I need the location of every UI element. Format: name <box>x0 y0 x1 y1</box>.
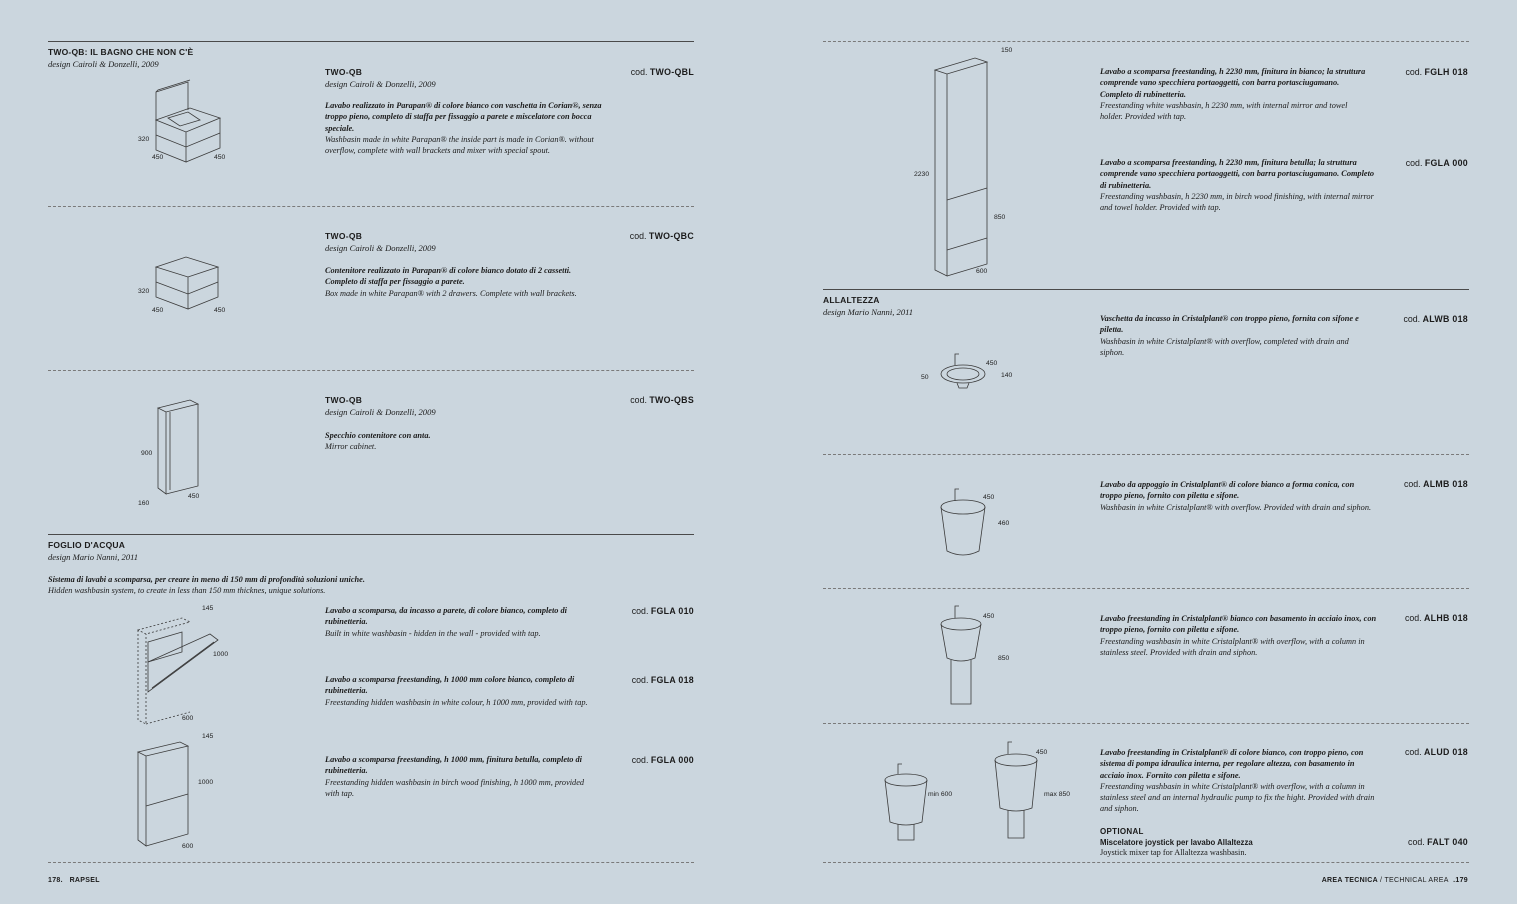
brand-name: RAPSEL <box>69 877 100 884</box>
product-code <box>1405 613 1468 623</box>
product-description <box>325 100 605 156</box>
optional-title: Miscelatore joystick per lavabo Allaltezza <box>1100 838 1253 847</box>
dim-label: 450 <box>983 494 995 501</box>
product-design: design Cairoli & Donzelli, 2009 <box>325 79 436 89</box>
product-description <box>1100 66 1370 122</box>
mirror-cabinet-drawing <box>150 398 210 503</box>
dim-label: max 850 <box>1044 791 1071 798</box>
divider <box>823 454 1469 455</box>
dim-label: 145 <box>202 733 214 740</box>
product-description <box>1100 747 1380 815</box>
desc-en: Freestanding washbasin, h 2230 mm, in birch wood finishing, with internal mirror and towel holder. Provided with tap. <box>1100 191 1374 213</box>
bottom-rule-right <box>823 862 1469 863</box>
product-code <box>632 606 694 616</box>
code-prefix: cod. <box>1404 747 1422 757</box>
dim-label: 320 <box>138 136 150 143</box>
product-code <box>1408 837 1468 847</box>
section-design-twoqb: design Cairoli & Donzelli, 2009 <box>48 59 159 69</box>
desc-it: Lavabo realizzato in Parapan® di colore bianco con vaschetta in Corian®, senza troppo pieno, completo di staffa per fissaggio a parete e miscelatore con bocca speciale. <box>325 101 602 133</box>
desc-en: Washbasin made in white Parapan® the inside part is made in Corian®. without overflow, complete with wall brackets and mixer with special spout. <box>325 134 594 156</box>
product-title: TWO-QB <box>325 395 363 405</box>
desc-en: Mirror cabinet. <box>325 442 377 452</box>
dim-label: 1000 <box>213 651 229 658</box>
dim-label: 900 <box>141 450 153 457</box>
product-description <box>325 265 605 299</box>
section-intro <box>48 574 648 597</box>
code-prefix: cod. <box>1405 67 1423 77</box>
desc-en: Freestanding hidden washbasin in birch wood finishing, h 1000 mm, provided with tap. <box>325 777 585 798</box>
desc-en: Washbasin in white Cristalplant® with overflow. Provided with drain and siphon. <box>1100 502 1372 512</box>
section-design-foglio: design Mario Nanni, 2011 <box>48 552 139 562</box>
optional-label: OPTIONAL <box>1100 827 1144 836</box>
desc-it: Lavabo a scomparsa freestanding, h 2230 mm, finitura betulla; la struttura comprende vano specchiera portaoggetti, con barra portasciugamano. Completo di rubinetteria. <box>1100 158 1375 190</box>
product-description <box>325 430 605 453</box>
desc-it: Lavabo freestanding in Cristalplant® bianco con basamento in acciaio inox, con troppo pieno, fornito con piletta e sifone. <box>1100 614 1377 635</box>
code-prefix: cod. <box>1405 158 1423 168</box>
page-number: 178. <box>48 877 63 884</box>
desc-it: Lavabo a scomparsa freestanding, h 2230 mm, finitura in bianco; la struttura comprende vano specchiera portaoggetti, con barra portasciugamano. Completo di rubinetteria. <box>1100 67 1366 99</box>
intro-en: Hidden washbasin system, to create in less than 150 mm thicknes, unique solutions. <box>48 586 326 596</box>
code-value: ALWB 018 <box>1422 314 1468 324</box>
desc-it: Contenitore realizzato in Parapan® di colore bianco dotato di 2 cassetti. Completo di staffa per fissaggio a parete. <box>325 266 572 287</box>
product-title: TWO-QB <box>325 67 363 77</box>
freestanding-washbasin-drawing <box>130 740 200 855</box>
code-prefix: cod. <box>1403 314 1421 324</box>
section-rule <box>48 534 694 535</box>
code-value: FALT 040 <box>1427 837 1468 847</box>
desc-it: Lavabo da appoggio in Cristalplant® di colore bianco a forma conica, con troppo pieno, fornito con piletta e sifone. <box>1100 480 1355 501</box>
product-code <box>1406 158 1468 168</box>
dim-label: 160 <box>138 500 150 507</box>
desc-en: Box made in white Parapan® with 2 drawers. Complete with wall brackets. <box>325 288 577 298</box>
adjustable-basin-low-drawing <box>880 760 935 845</box>
dim-label: 450 <box>188 493 200 500</box>
divider <box>48 206 694 207</box>
desc-it: Lavabo a scomparsa, da incasso a parete, di colore bianco, completo di rubinetteria. <box>325 606 567 627</box>
hidden-washbasin-drawing <box>130 612 230 727</box>
dim-label: 145 <box>202 605 214 612</box>
code-prefix: cod. <box>1403 479 1421 489</box>
product-code <box>632 675 694 685</box>
inset-basin-drawing <box>935 350 998 395</box>
dim-label: 450 <box>1036 749 1048 756</box>
footer-left <box>48 877 100 884</box>
dim-label: 600 <box>182 715 194 722</box>
dim-label: 460 <box>998 520 1010 527</box>
product-description <box>325 754 595 799</box>
dim-label: min 600 <box>928 791 953 798</box>
code-value: TWO-QBS <box>649 395 694 405</box>
desc-en: Freestanding washbasin in white Cristalplant® with overflow, with a column in stainless steel. Provided with drain and siphon. <box>1100 636 1365 657</box>
code-prefix: cod. <box>630 395 647 405</box>
code-value: FGLA 018 <box>650 675 694 685</box>
code-value: FGLA 010 <box>650 606 694 616</box>
tall-freestanding-drawing <box>925 50 1005 285</box>
code-value: FGLA 000 <box>650 755 694 765</box>
product-code <box>632 755 694 765</box>
intro-it: Sistema di lavabi a scomparsa, per creare in meno di 150 mm di profondità soluzioni uniche. <box>48 575 365 584</box>
desc-it: Lavabo freestanding in Cristalplant® di colore bianco, con troppo pieno, con sistema di pompa idraulica interna, per regolare altezza, con basamento in acciaio inox. Fornito con piletta e sifone. <box>1100 748 1364 780</box>
product-design: design Cairoli & Donzelli, 2009 <box>325 243 436 253</box>
dim-label: 450 <box>983 613 995 620</box>
footer-right <box>1322 877 1468 884</box>
code-value: TWO-QBL <box>649 67 694 77</box>
desc-it: Lavabo a scomparsa freestanding, h 1000 mm, finitura betulla, completo di rubinetteria. <box>325 755 582 776</box>
product-description <box>325 674 590 708</box>
code-prefix: cod. <box>630 67 648 77</box>
product-code <box>631 67 694 77</box>
section-design-allaltezza: design Mario Nanni, 2011 <box>823 307 914 317</box>
code-value: ALUD 018 <box>1424 747 1468 757</box>
dim-label: 600 <box>182 843 194 850</box>
code-prefix: cod. <box>629 231 647 241</box>
dim-label: 450 <box>152 154 164 161</box>
section-title-twoqb: TWO-QB: IL BAGNO CHE NON C'È <box>48 47 194 57</box>
dim-label: 140 <box>1001 372 1013 379</box>
section-rule <box>823 289 1469 290</box>
dim-label: 2230 <box>914 171 930 178</box>
code-value: ALHB 018 <box>1424 613 1468 623</box>
desc-en: Freestanding hidden washbasin in white colour, h 1000 mm, provided with tap. <box>325 697 588 707</box>
dim-label: 450 <box>152 307 164 314</box>
desc-en: Freestanding washbasin in white Cristalplant® with overflow, with a column in stainless steel and an internal hydraulic pump to fix the hight. Provided with drain and siphon. <box>1100 781 1375 814</box>
product-description <box>1100 479 1375 513</box>
dim-label: 450 <box>214 307 226 314</box>
divider <box>48 370 694 371</box>
page-number: .179 <box>1453 877 1468 884</box>
product-description <box>1100 613 1380 658</box>
product-description <box>325 605 590 639</box>
code-value: TWO-QBC <box>648 231 694 241</box>
dim-label: 850 <box>994 214 1006 221</box>
product-code <box>1404 479 1468 489</box>
dim-label: 50 <box>921 374 929 381</box>
product-code <box>630 395 694 405</box>
desc-it: Specchio contenitore con anta. <box>325 431 431 440</box>
top-rule-right <box>823 41 1469 42</box>
top-rule-left <box>48 41 694 42</box>
divider <box>823 723 1469 724</box>
dim-label: 450 <box>986 360 998 367</box>
code-prefix: cod. <box>631 606 649 616</box>
area-separator: / <box>1379 877 1383 884</box>
area-label-en: TECHNICAL AREA <box>1384 877 1449 884</box>
area-label: AREA TECNICA <box>1321 877 1378 884</box>
dim-label: 600 <box>976 268 988 275</box>
section-title-allaltezza: ALLALTEZZA <box>823 295 880 305</box>
dim-label: 150 <box>1001 47 1013 54</box>
dim-label: 320 <box>138 288 150 295</box>
code-value: FGLH 018 <box>1424 67 1468 77</box>
product-code <box>1405 67 1468 77</box>
product-description <box>1100 157 1375 213</box>
code-prefix: cod. <box>631 755 649 765</box>
product-code <box>630 231 694 241</box>
washbasin-cube-drawing <box>140 80 240 165</box>
dim-label: 450 <box>214 154 226 161</box>
desc-en: Washbasin in white Cristalplant® with overflow, completed with drain and siphon. <box>1100 336 1349 357</box>
desc-it: Lavabo a scomparsa freestanding, h 1000 mm colore bianco, completo di rubinetteria. <box>325 675 575 696</box>
desc-it: Vaschetta da incasso in Cristalplant® con troppo pieno, fornita con sifone e piletta. <box>1100 314 1359 335</box>
dim-label: 1000 <box>198 779 214 786</box>
code-prefix: cod. <box>631 675 649 685</box>
code-prefix: cod. <box>1408 837 1425 847</box>
divider <box>823 588 1469 589</box>
dim-label: 850 <box>998 655 1010 662</box>
product-description <box>1100 313 1375 358</box>
product-title: TWO-QB <box>325 231 363 241</box>
product-design: design Cairoli & Donzelli, 2009 <box>325 407 436 417</box>
product-code <box>1403 314 1468 324</box>
desc-en: Freestanding white washbasin, h 2230 mm, with internal mirror and towel holder. Provided with tap. <box>1100 100 1348 122</box>
product-code <box>1405 747 1468 757</box>
desc-en: Built in white washbasin - hidden in the wall - provided with tap. <box>325 628 541 638</box>
code-value: FGLA 000 <box>1424 158 1468 168</box>
optional-description: Joystick mixer tap for Allaltezza washbasin. <box>1100 848 1247 857</box>
code-prefix: cod. <box>1404 613 1422 623</box>
bottom-rule-left <box>48 862 694 863</box>
section-title-foglio: FOGLIO D'ACQUA <box>48 540 126 550</box>
code-value: ALMB 018 <box>1423 479 1468 489</box>
